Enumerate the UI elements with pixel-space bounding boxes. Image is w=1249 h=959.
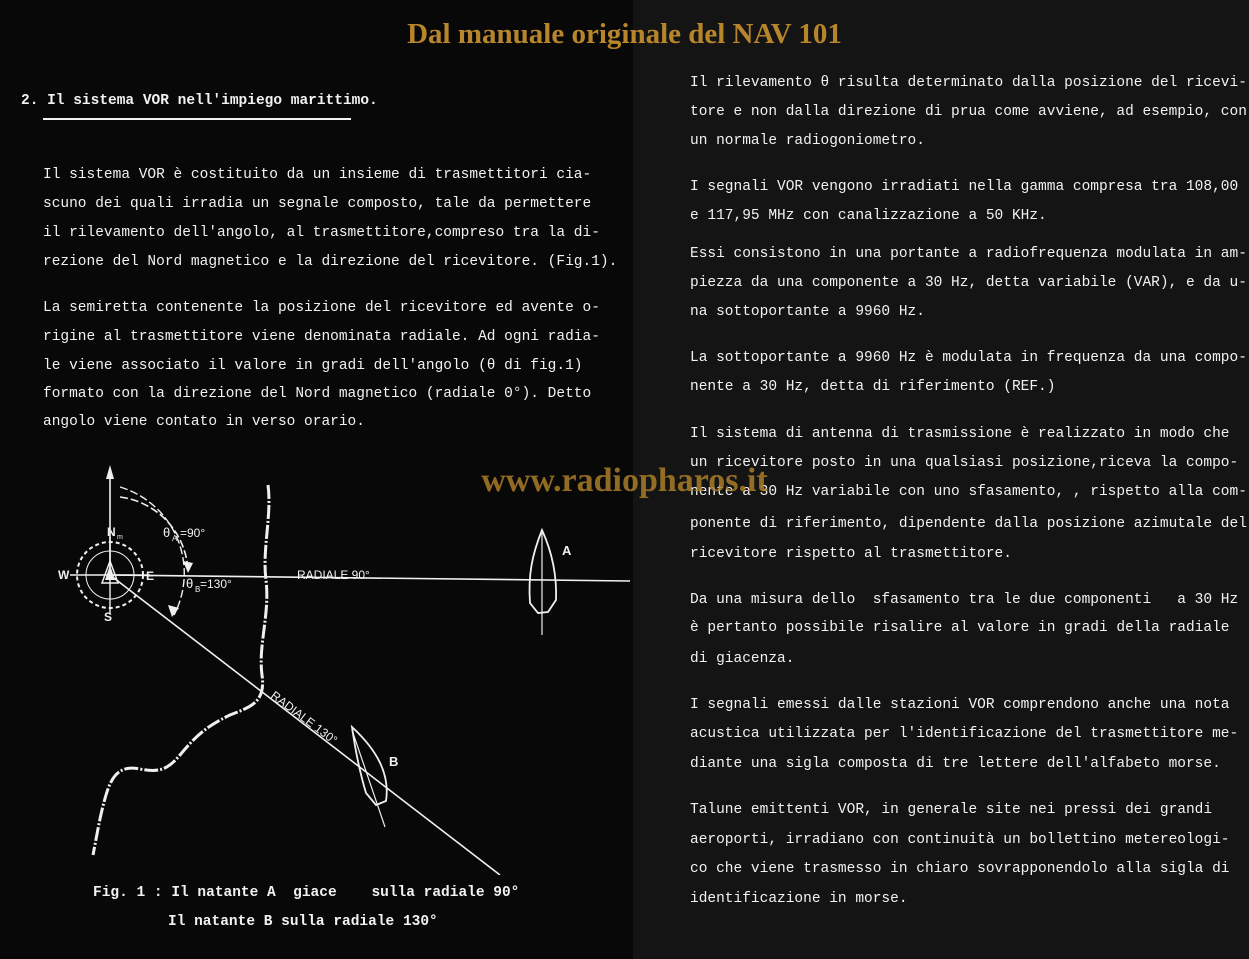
theta-a-symbol: θ xyxy=(163,525,171,540)
theta-b-subscript: B xyxy=(195,585,201,594)
vessel-a-icon xyxy=(530,530,557,613)
theta-a-subscript: A xyxy=(172,534,178,543)
text-line: acustica utilizzata per l'identificazione del trasmettitore me- xyxy=(690,726,1239,742)
vessel-a-label: A xyxy=(562,543,572,558)
text-line: I segnali VOR vengono irradiati nella gamma compresa tra 108,00 xyxy=(690,179,1239,195)
figure-caption-line-1: Fig. 1 : Il natante A giace sulla radiale 90° xyxy=(93,885,520,901)
theta-a-value: =90° xyxy=(180,526,206,540)
text-line: Il rilevamento θ risulta determinato dalla posizione del ricevi- xyxy=(690,75,1247,91)
text-line: identificazione in morse. xyxy=(690,891,908,907)
heading-underline xyxy=(43,118,351,120)
text-line: ponente di riferimento, dipendente dalla posizione azimutale del xyxy=(690,516,1247,532)
theta-b-arc xyxy=(120,487,184,615)
text-line: La sottoportante a 9960 Hz è modulata in frequenza da una compo- xyxy=(690,350,1247,366)
watermark-url[interactable]: www.radiopharos.it xyxy=(481,462,768,499)
vessel-b-label: B xyxy=(389,754,399,769)
banner-title: Dal manuale originale del NAV 101 xyxy=(407,18,842,50)
text-line: un normale radiogoniometro. xyxy=(690,133,925,149)
text-line: nente a 30 Hz variabile con uno sfasamento, , rispetto alla com- xyxy=(690,484,1247,500)
text-line: rezione del Nord magnetico e la direzione del ricevitore. (Fig.1). xyxy=(43,254,618,270)
text-line: diante una sigla composta di tre lettere dell'alfabeto morse. xyxy=(690,756,1221,772)
text-line: e 117,95 MHz con canalizzazione a 50 KHz. xyxy=(690,208,1047,224)
text-line: co che viene trasmesso in chiaro sovrapponendolo alla sigla di xyxy=(690,861,1230,877)
text-line: formato con la direzione del Nord magnetico (radiale 0°). Detto xyxy=(43,386,592,402)
text-line: ricevitore rispetto al trasmettitore. xyxy=(690,546,1012,562)
north-label: N xyxy=(107,525,116,539)
theta-b-symbol: θ xyxy=(186,576,194,591)
text-line: Talune emittenti VOR, in generale site nei pressi dei grandi xyxy=(690,802,1213,818)
north-sub-label: m xyxy=(117,534,123,541)
text-line: na sottoportante a 9960 Hz. xyxy=(690,304,925,320)
text-line: è pertanto possibile risalire al valore in gradi della radiale xyxy=(690,620,1230,636)
compass-rose-icon xyxy=(70,537,150,613)
text-line: angolo viene contato in verso orario. xyxy=(43,414,365,430)
text-line: rigine al trasmettitore viene denominata radiale. Ad ogni radia- xyxy=(43,329,600,345)
text-line: Il sistema di antenna di trasmissione è realizzato in modo che xyxy=(690,426,1230,442)
text-line: nente a 30 Hz, detta di riferimento (REF.) xyxy=(690,379,1056,395)
east-label: E xyxy=(146,569,155,583)
text-line: La semiretta contenente la posizione del ricevitore ed avente o- xyxy=(43,300,600,316)
text-line: Da una misura dello sfasamento tra le due componenti a 30 Hz xyxy=(690,592,1239,608)
text-line: di giacenza. xyxy=(690,651,795,667)
text-line: tore e non dalla direzione di prua come avviene, ad esempio, con xyxy=(690,104,1247,120)
text-line: I segnali emessi dalle stazioni VOR comprendono anche una nota xyxy=(690,697,1230,713)
radial-130-label: RADIALE 130° xyxy=(268,688,341,748)
text-line: le viene associato il valore in gradi dell'angolo (θ di fig.1) xyxy=(43,358,583,374)
theta-b-value: =130° xyxy=(200,577,232,591)
text-line: Essi consistono in una portante a radiofrequenza modulata in am- xyxy=(690,246,1247,262)
text-line: un ricevitore posto in una qualsiasi posizione,riceva la compo- xyxy=(690,455,1239,471)
vor-figure xyxy=(0,455,633,875)
radial-90-label: RADIALE 90° xyxy=(297,568,370,582)
theta-a-arc xyxy=(120,497,188,571)
text-line: scuno dei quali irradia un segnale composto, tale da permettere xyxy=(43,196,592,212)
figure-caption-line-2: Il natante B sulla radiale 130° xyxy=(168,914,438,930)
text-line: piezza da una componente a 30 Hz, detta variabile (VAR), e da u- xyxy=(690,275,1247,291)
south-label: S xyxy=(104,610,113,624)
text-line: il rilevamento dell'angolo, al trasmettitore,compreso tra la di- xyxy=(43,225,600,241)
text-line: aeroporti, irradiano con continuità un bollettino metereologi- xyxy=(690,832,1230,848)
text-line: Il sistema VOR è costituito da un insieme di trasmettitori cia- xyxy=(43,167,592,183)
section-heading: 2. Il sistema VOR nell'impiego marittimo. xyxy=(21,93,378,109)
west-label: W xyxy=(58,568,70,582)
